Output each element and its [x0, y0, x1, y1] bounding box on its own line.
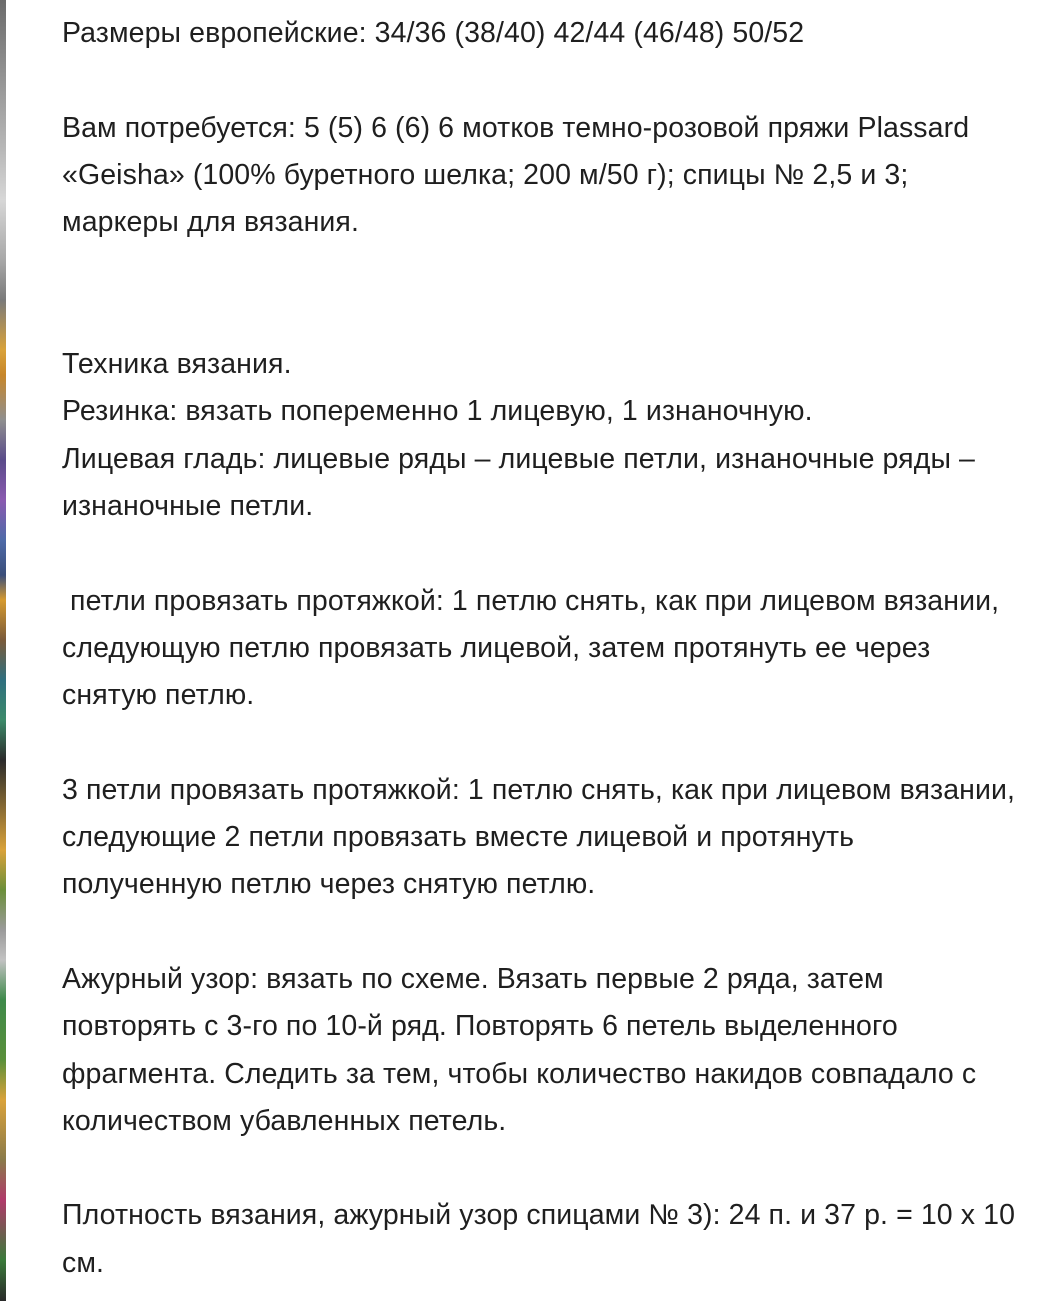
materials-paragraph: Вам потребуется: 5 (5) 6 (6) 6 мотков темно-розовой пряжи Plassard «Geisha» (100% буретного шелка; 200 м/50 г); спицы № 2,5 и 3; маркеры для вязания. — [62, 111, 978, 239]
rib-paragraph: Резинка: вязать попеременно 1 лицевую, 1 изнаночную. — [62, 395, 813, 428]
lace-paragraph: Ажурный узор: вязать по схеме. Вязать первые 2 ряда, затем повторять с 3-го по 10-й ряд. Повторять 6 петель выделенного фрагмента. Следить за тем, чтобы количество накидов совпадало с количеством убавленных петель. — [62, 962, 985, 1137]
document-body — [62, 10, 1022, 1287]
gauge-paragraph: Плотность вязания, ажурный узор спицами № 3): 24 п. и 37 р. = 10 х 10 см. — [62, 1199, 1024, 1279]
psso-three-paragraph: 3 петли провязать протяжкой: 1 петлю снять, как при лицевом вязании, следующие 2 петли провязать вместе лицевой и протянуть полученную петлю через снятую петлю. — [62, 773, 1024, 901]
stockinette-paragraph: Лицевая гладь: лицевые ряды – лицевые петли, изнаночные ряды – изнаночные петли. — [62, 442, 984, 522]
technique-title: Техника вязания. — [62, 348, 292, 381]
left-edge-strip — [0, 0, 6, 1301]
psso-two-paragraph: петли провязать протяжкой: 1 петлю снять, как при лицевом вязании, следующую петлю провязать лицевой, затем протянуть ее через снятую петлю. — [62, 584, 1008, 712]
sizes-paragraph: Размеры европейские: 34/36 (38/40) 42/44 (46/48) 50/52 — [62, 17, 805, 49]
